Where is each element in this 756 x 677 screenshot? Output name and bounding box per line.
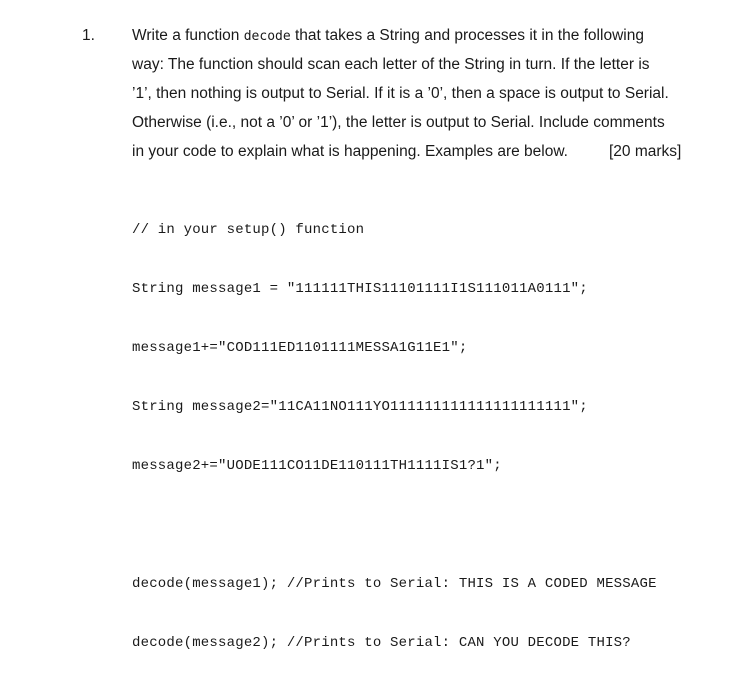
question-line-1-start: Write a function xyxy=(132,27,244,44)
code-line-message2-append: message2+="UODE111CO11DE110111TH1111IS1?1"; xyxy=(132,458,502,474)
code-line-decode-call-2: decode(message2); //Prints to Serial: CAN YOU DECODE THIS? xyxy=(132,635,631,651)
marks-label: [20 marks] xyxy=(609,143,682,160)
code-line-message1-append: message1+="COD111ED1101111MESSA1G11E1"; xyxy=(132,340,468,356)
question-line-1-end: that takes a String and processes it in the following xyxy=(290,27,644,44)
question-line-1 xyxy=(132,26,692,46)
code-blank-line xyxy=(132,515,657,544)
code-example xyxy=(132,190,657,677)
code-line-message2-init: String message2="11CA11NO111YO111111111111111111111"; xyxy=(132,399,588,415)
question-number: 1. xyxy=(82,27,95,44)
question-line-5 xyxy=(132,142,692,162)
question-line-3: ’1’, then nothing is output to Serial. If it is a ’0’, then a space is output to Serial. xyxy=(132,85,669,102)
function-name-code: decode xyxy=(243,29,291,44)
question-line-5-text: in your code to explain what is happening. Examples are below. xyxy=(132,143,568,160)
question-text xyxy=(132,26,692,171)
question-line-4: Otherwise (i.e., not a ’0’ or ’1’), the letter is output to Serial. Include comments xyxy=(132,114,665,131)
question-line-2: way: The function should scan each letter of the String in turn. If the letter is xyxy=(132,56,650,73)
code-line-decode-call-1: decode(message1); //Prints to Serial: THIS IS A CODED MESSAGE xyxy=(132,576,657,592)
code-comment-line: // in your setup() function xyxy=(132,222,365,238)
code-line-message1-init: String message1 = "111111THIS11101111I1S111011A0111"; xyxy=(132,281,588,297)
